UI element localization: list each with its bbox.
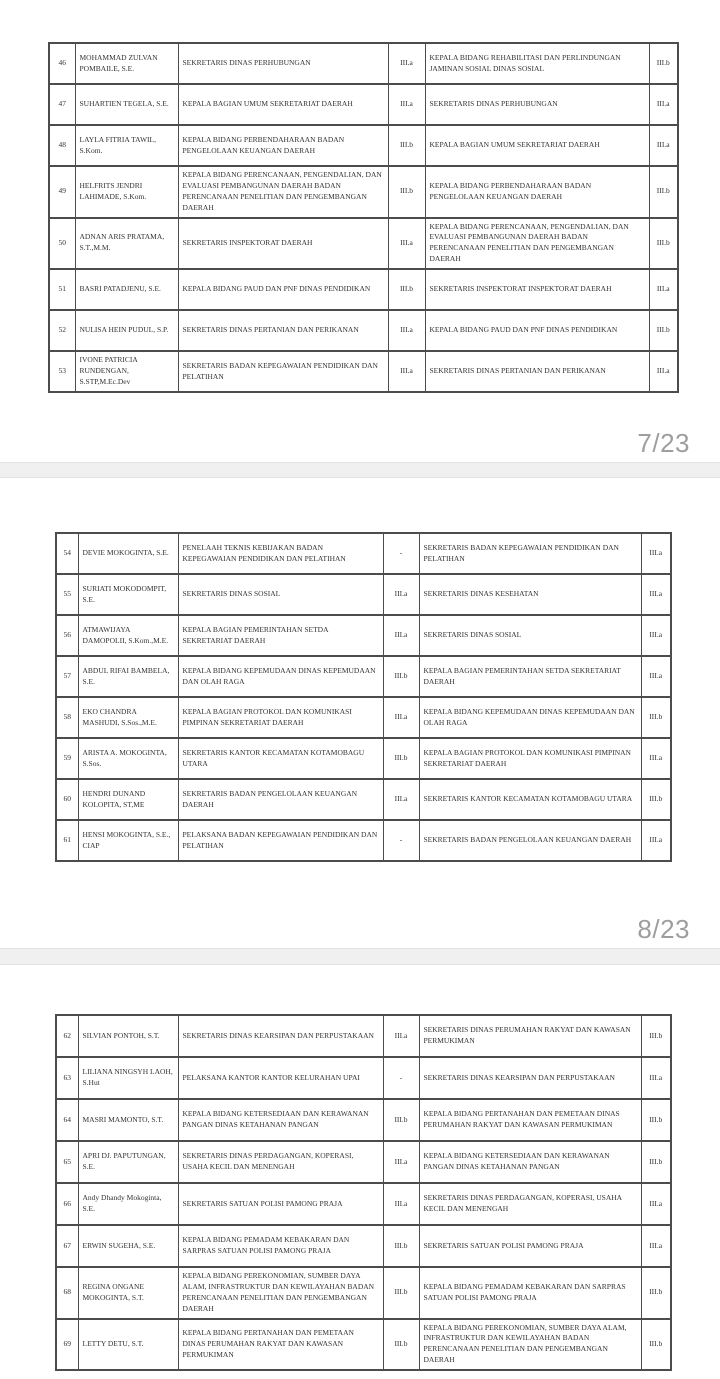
cell-old-position: PELAKSANA KANTOR KANTOR KELURAHAN UPAI	[178, 1057, 383, 1099]
cell-no: 67	[56, 1225, 78, 1267]
mutation-table-page-8	[55, 532, 672, 862]
page-number-indicator: 7/23	[637, 428, 690, 458]
cell-old-rank: III.b	[383, 1225, 419, 1267]
cell-new-rank: III.a	[649, 84, 678, 125]
cell-old-rank: -	[383, 533, 419, 574]
cell-new-position: SEKRETARIS DINAS KESEHATAN	[419, 574, 641, 615]
cell-old-rank: III.a	[388, 43, 425, 84]
pdf-page-8	[0, 478, 720, 948]
table-row	[56, 779, 671, 820]
cell-new-position: SEKRETARIS DINAS KEARSIPAN DAN PERPUSTAKAAN	[419, 1057, 641, 1099]
cell-name: IVONE PATRICIA RUNDENGAN, S.STP,M.Ec.Dev	[75, 351, 178, 392]
cell-new-position: KEPALA BIDANG PERTANAHAN DAN PEMETAAN DINAS PERUMAHAN RAKYAT DAN KAWASAN PERMUKIMAN	[419, 1099, 641, 1141]
cell-new-rank: III.a	[641, 615, 671, 656]
cell-new-position: KEPALA BIDANG KETERSEDIAAN DAN KERAWANAN PANGAN DINAS KETAHANAN PANGAN	[419, 1141, 641, 1183]
cell-new-rank: III.a	[641, 1057, 671, 1099]
cell-old-position: PELAKSANA BADAN KEPEGAWAIAN PENDIDIKAN DAN PELATIHAN	[178, 820, 383, 861]
cell-new-position: KEPALA BIDANG KEPEMUDAAN DINAS KEPEMUDAAN DAN OLAH RAGA	[419, 697, 641, 738]
cell-new-position: KEPALA BIDANG PEMADAM KEBAKARAN DAN SARPRAS SATUAN POLISI PAMONG PRAJA	[419, 1267, 641, 1319]
mutation-table-page-9	[55, 1014, 672, 1371]
cell-old-rank: III.a	[383, 1015, 419, 1057]
cell-name: ARISTA A. MOKOGINTA, S.Sos.	[78, 738, 178, 779]
cell-no: 60	[56, 779, 78, 820]
cell-name: HENSI MOKOGINTA, S.E., CIAP	[78, 820, 178, 861]
cell-new-position: SEKRETARIS INSPEKTORAT INSPEKTORAT DAERAH	[425, 269, 649, 310]
table-row	[56, 1141, 671, 1183]
cell-old-position: PENELAAH TEKNIS KEBIJAKAN BADAN KEPEGAWAIAN PENDIDIKAN DAN PELATIHAN	[178, 533, 383, 574]
cell-old-position: KEPALA BIDANG PERBENDAHARAAN BADAN PENGELOLAAN KEUANGAN DAERAH	[178, 125, 388, 166]
cell-old-rank: III.a	[383, 574, 419, 615]
cell-new-rank: III.b	[641, 1319, 671, 1371]
cell-name: NULISA HEIN PUDUL, S.P.	[75, 310, 178, 351]
cell-no: 51	[49, 269, 75, 310]
cell-new-rank: III.a	[641, 820, 671, 861]
cell-new-rank: III.b	[641, 1099, 671, 1141]
table-row	[49, 125, 678, 166]
cell-new-rank: III.b	[641, 1267, 671, 1319]
cell-no: 57	[56, 656, 78, 697]
cell-new-rank: III.a	[649, 269, 678, 310]
cell-old-rank: III.b	[383, 1099, 419, 1141]
cell-no: 58	[56, 697, 78, 738]
cell-new-position: SEKRETARIS BADAN KEPEGAWAIAN PENDIDIKAN DAN PELATIHAN	[419, 533, 641, 574]
cell-no: 52	[49, 310, 75, 351]
cell-no: 48	[49, 125, 75, 166]
table-row	[56, 533, 671, 574]
cell-new-position: SEKRETARIS DINAS SOSIAL	[419, 615, 641, 656]
cell-old-position: KEPALA BIDANG KETERSEDIAAN DAN KERAWANAN PANGAN DINAS KETAHANAN PANGAN	[178, 1099, 383, 1141]
cell-no: 68	[56, 1267, 78, 1319]
table-row	[56, 820, 671, 861]
table-row	[56, 1099, 671, 1141]
cell-new-rank: III.a	[649, 351, 678, 392]
cell-no: 61	[56, 820, 78, 861]
table-row	[56, 1225, 671, 1267]
cell-new-position: KEPALA BIDANG PEREKONOMIAN, SUMBER DAYA ALAM, INFRASTRUKTUR DAN KEWILAYAHAN BADAN PERENCANAAN PENELITIAN DAN PENGEMBANGAN DAERAH	[419, 1319, 641, 1371]
cell-old-rank: III.b	[388, 269, 425, 310]
cell-old-position: KEPALA BAGIAN PEMERINTAHAN SETDA SEKRETARIAT DAERAH	[178, 615, 383, 656]
cell-old-rank: III.b	[383, 1267, 419, 1319]
cell-name: LAYLA FITRIA TAWIL, S.Kom.	[75, 125, 178, 166]
cell-old-rank: III.b	[388, 166, 425, 218]
cell-old-position: SEKRETARIS KANTOR KECAMATAN KOTAMOBAGU UTARA	[178, 738, 383, 779]
cell-new-rank: III.a	[641, 533, 671, 574]
cell-new-position: KEPALA BAGIAN UMUM SEKRETARIAT DAERAH	[425, 125, 649, 166]
cell-name: SILVIAN PONTOH, S.T.	[78, 1015, 178, 1057]
cell-name: EKO CHANDRA MASHUDI, S.Sos.,M.E.	[78, 697, 178, 738]
cell-new-position: KEPALA BIDANG PAUD DAN PNF DINAS PENDIDIKAN	[425, 310, 649, 351]
table-row	[49, 43, 678, 84]
mutation-table-page-7	[48, 42, 679, 393]
table-row	[49, 218, 678, 270]
cell-new-position: KEPALA BIDANG PERBENDAHARAAN BADAN PENGELOLAAN KEUANGAN DAERAH	[425, 166, 649, 218]
cell-old-rank: III.a	[388, 218, 425, 270]
cell-new-position: KEPALA BAGIAN PEMERINTAHAN SETDA SEKRETARIAT DAERAH	[419, 656, 641, 697]
table-row	[49, 166, 678, 218]
cell-new-rank: III.a	[641, 738, 671, 779]
table-row	[56, 1057, 671, 1099]
cell-new-rank: III.b	[641, 779, 671, 820]
cell-no: 50	[49, 218, 75, 270]
cell-old-position: KEPALA BIDANG PEMADAM KEBAKARAN DAN SARPRAS SATUAN POLISI PAMONG PRAJA	[178, 1225, 383, 1267]
cell-new-rank: III.b	[649, 166, 678, 218]
cell-name: MASRI MAMONTO, S.T.	[78, 1099, 178, 1141]
cell-name: BASRI PATADJENU, S.E.	[75, 269, 178, 310]
cell-name: REGINA ONGANE MOKOGINTA, S.T.	[78, 1267, 178, 1319]
cell-old-rank: III.a	[383, 1141, 419, 1183]
cell-old-position: SEKRETARIS INSPEKTORAT DAERAH	[178, 218, 388, 270]
pdf-page-9	[0, 965, 720, 1378]
cell-no: 47	[49, 84, 75, 125]
cell-old-rank: III.b	[388, 125, 425, 166]
cell-name: APRI DJ. PAPUTUNGAN, S.E.	[78, 1141, 178, 1183]
cell-old-position: SEKRETARIS BADAN KEPEGAWAIAN PENDIDIKAN DAN PELATIHAN	[178, 351, 388, 392]
cell-old-rank: III.a	[383, 779, 419, 820]
cell-name: LETTY DETU, S.T.	[78, 1319, 178, 1371]
cell-new-rank: III.a	[641, 656, 671, 697]
cell-name: ERWIN SUGEHA, S.E.	[78, 1225, 178, 1267]
cell-old-position: KEPALA BIDANG PERTANAHAN DAN PEMETAAN DINAS PERUMAHAN RAKYAT DAN KAWASAN PERMUKIMAN	[178, 1319, 383, 1371]
cell-new-rank: III.b	[649, 310, 678, 351]
cell-old-rank: III.b	[383, 1319, 419, 1371]
table-row	[49, 269, 678, 310]
cell-name: ABDUL RIFAI BAMBELA, S.E.	[78, 656, 178, 697]
cell-old-rank: III.a	[383, 615, 419, 656]
cell-new-rank: III.a	[641, 1225, 671, 1267]
page-separator	[0, 462, 720, 478]
cell-old-position: SEKRETARIS BADAN PENGELOLAAN KEUANGAN DAERAH	[178, 779, 383, 820]
cell-name: MOHAMMAD ZULVAN POMBAILE, S.E.	[75, 43, 178, 84]
table-row	[56, 574, 671, 615]
cell-name: Andy Dhandy Mokoginta, S.E.	[78, 1183, 178, 1225]
cell-old-position: KEPALA BIDANG PAUD DAN PNF DINAS PENDIDIKAN	[178, 269, 388, 310]
cell-old-position: KEPALA BIDANG PERENCANAAN, PENGENDALIAN, DAN EVALUASI PEMBANGUNAN DAERAH BADAN PERENCANAAN PENELITIAN DAN PENGEMBANGAN DAERAH	[178, 166, 388, 218]
cell-old-rank: III.b	[383, 656, 419, 697]
cell-no: 64	[56, 1099, 78, 1141]
cell-name: HENDRI DUNAND KOLOPITA, ST,ME	[78, 779, 178, 820]
cell-old-position: SEKRETARIS DINAS SOSIAL	[178, 574, 383, 615]
cell-old-rank: III.a	[388, 310, 425, 351]
cell-old-rank: -	[383, 1057, 419, 1099]
table-row	[49, 84, 678, 125]
table-row	[56, 1183, 671, 1225]
page-separator	[0, 948, 720, 965]
cell-no: 55	[56, 574, 78, 615]
cell-no: 46	[49, 43, 75, 84]
cell-name: SUHARTIEN TEGELA, S.E.	[75, 84, 178, 125]
cell-old-position: SEKRETARIS DINAS PERDAGANGAN, KOPERASI, USAHA KECIL DAN MENENGAH	[178, 1141, 383, 1183]
table-row	[49, 310, 678, 351]
cell-new-position: SEKRETARIS DINAS PERDAGANGAN, KOPERASI, USAHA KECIL DAN MENENGAH	[419, 1183, 641, 1225]
cell-old-position: KEPALA BIDANG KEPEMUDAAN DINAS KEPEMUDAAN DAN OLAH RAGA	[178, 656, 383, 697]
cell-no: 66	[56, 1183, 78, 1225]
cell-old-position: KEPALA BIDANG PEREKONOMIAN, SUMBER DAYA ALAM, INFRASTRUKTUR DAN KEWILAYAHAN BADAN PERENCANAAN PENELITIAN DAN PENGEMBANGAN DAERAH	[178, 1267, 383, 1319]
cell-new-position: SEKRETARIS SATUAN POLISI PAMONG PRAJA	[419, 1225, 641, 1267]
cell-new-position: SEKRETARIS KANTOR KECAMATAN KOTAMOBAGU UTARA	[419, 779, 641, 820]
cell-new-rank: III.a	[641, 1183, 671, 1225]
cell-new-position: SEKRETARIS BADAN PENGELOLAAN KEUANGAN DAERAH	[419, 820, 641, 861]
table-row	[56, 1319, 671, 1371]
cell-new-position: SEKRETARIS DINAS PERUMAHAN RAKYAT DAN KAWASAN PERMUKIMAN	[419, 1015, 641, 1057]
cell-no: 63	[56, 1057, 78, 1099]
cell-old-rank: III.a	[388, 351, 425, 392]
cell-name: HELFRITS JENDRI LAHIMADE, S.Kom.	[75, 166, 178, 218]
pdf-page-7	[0, 0, 720, 462]
page-number-indicator: 8/23	[637, 914, 690, 944]
cell-new-position: KEPALA BAGIAN PROTOKOL DAN KOMUNIKASI PIMPINAN SEKRETARIAT DAERAH	[419, 738, 641, 779]
table-row	[56, 1267, 671, 1319]
cell-old-position: SEKRETARIS SATUAN POLISI PAMONG PRAJA	[178, 1183, 383, 1225]
cell-new-rank: III.b	[641, 1141, 671, 1183]
table-row	[56, 1015, 671, 1057]
cell-old-position: SEKRETARIS DINAS PERHUBUNGAN	[178, 43, 388, 84]
table-row	[56, 697, 671, 738]
cell-old-rank: III.a	[383, 697, 419, 738]
cell-new-rank: III.b	[649, 218, 678, 270]
cell-name: SURIATI MOKODOMPIT, S.E.	[78, 574, 178, 615]
cell-name: LILIANA NINGSYH LAOH, S.Hut	[78, 1057, 178, 1099]
cell-no: 65	[56, 1141, 78, 1183]
cell-old-rank: III.b	[383, 738, 419, 779]
table-row	[49, 351, 678, 392]
cell-old-position: SEKRETARIS DINAS PERTANIAN DAN PERIKANAN	[178, 310, 388, 351]
cell-name: DEVIE MOKOGINTA, S.E.	[78, 533, 178, 574]
cell-new-rank: III.b	[649, 43, 678, 84]
cell-old-rank: -	[383, 820, 419, 861]
cell-no: 69	[56, 1319, 78, 1371]
cell-no: 54	[56, 533, 78, 574]
cell-old-rank: III.a	[383, 1183, 419, 1225]
cell-name: ATMAWIJAYA DAMOPOLII, S.Kom.,M.E.	[78, 615, 178, 656]
cell-new-rank: III.b	[641, 697, 671, 738]
cell-name: ADNAN ARIS PRATAMA, S.T.,M.M.	[75, 218, 178, 270]
cell-new-position: KEPALA BIDANG PERENCANAAN, PENGENDALIAN, DAN EVALUASI PEMBANGUNAN DAERAH BADAN PERENCANAAN PENELITIAN DAN PENGEMBANGAN DAERAH	[425, 218, 649, 270]
cell-old-position: KEPALA BAGIAN PROTOKOL DAN KOMUNIKASI PIMPINAN SEKRETARIAT DAERAH	[178, 697, 383, 738]
cell-new-position: SEKRETARIS DINAS PERHUBUNGAN	[425, 84, 649, 125]
cell-new-rank: III.a	[649, 125, 678, 166]
cell-old-rank: III.a	[388, 84, 425, 125]
cell-new-position: KEPALA BIDANG REHABILITASI DAN PERLINDUNGAN JAMINAN SOSIAL DINAS SOSIAL	[425, 43, 649, 84]
table-row	[56, 738, 671, 779]
table-row	[56, 656, 671, 697]
cell-no: 49	[49, 166, 75, 218]
cell-new-rank: III.b	[641, 1015, 671, 1057]
table-row	[56, 615, 671, 656]
cell-new-position: SEKRETARIS DINAS PERTANIAN DAN PERIKANAN	[425, 351, 649, 392]
cell-new-rank: III.a	[641, 574, 671, 615]
cell-old-position: KEPALA BAGIAN UMUM SEKRETARIAT DAERAH	[178, 84, 388, 125]
cell-no: 53	[49, 351, 75, 392]
cell-no: 62	[56, 1015, 78, 1057]
cell-no: 59	[56, 738, 78, 779]
cell-no: 56	[56, 615, 78, 656]
cell-old-position: SEKRETARIS DINAS KEARSIPAN DAN PERPUSTAKAAN	[178, 1015, 383, 1057]
